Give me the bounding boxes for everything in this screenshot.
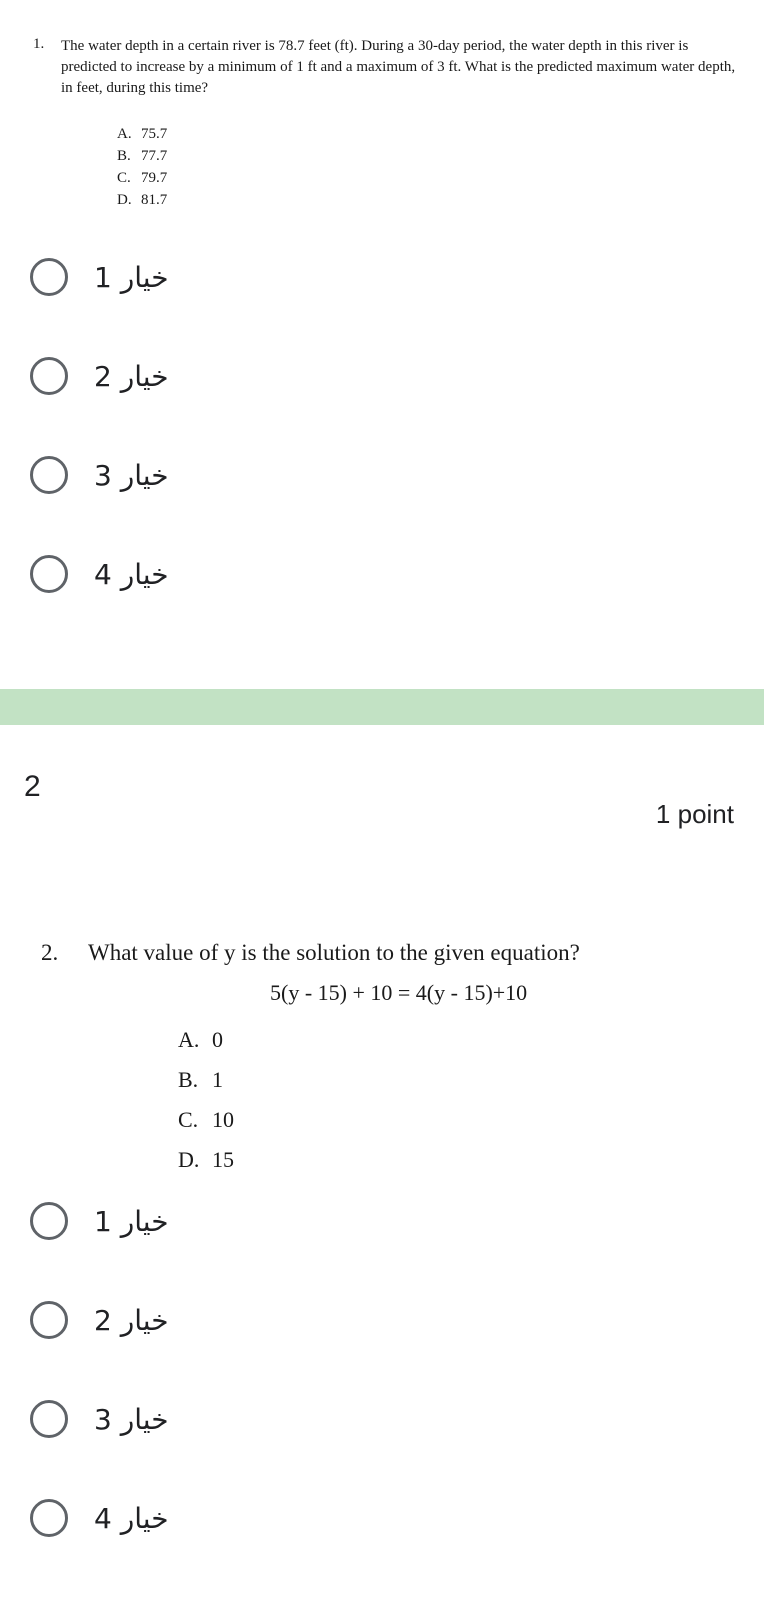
q2-option-3[interactable] xyxy=(30,1400,169,1438)
question-2-equation: 5(y - 15) + 10 = 4(y - 15)+10 xyxy=(270,980,528,1005)
option-label: خيار 4 xyxy=(94,1501,169,1535)
radio-button-icon[interactable] xyxy=(30,1202,68,1240)
choice-c: C. 79.7 xyxy=(117,170,168,186)
radio-button-icon[interactable] xyxy=(30,357,68,395)
radio-button-icon[interactable] xyxy=(30,1499,68,1537)
radio-button-icon[interactable] xyxy=(30,1400,68,1438)
radio-button-icon[interactable] xyxy=(30,258,68,296)
choice-d: D. 15 xyxy=(178,1147,234,1172)
radio-button-icon[interactable] xyxy=(30,1301,68,1339)
option-label: خيار 4 xyxy=(94,557,169,591)
question-2-choices xyxy=(178,1020,234,1180)
option-label: خيار 3 xyxy=(94,1402,169,1436)
q2-option-4[interactable] xyxy=(30,1499,169,1537)
option-label: خيار 1 xyxy=(94,1204,169,1238)
question-2-text: What value of y is the solution to the given equation? xyxy=(88,940,580,965)
option-label: خيار 2 xyxy=(94,1303,169,1337)
choice-a: A. 75.7 xyxy=(117,126,168,142)
radio-button-icon[interactable] xyxy=(30,555,68,593)
question-number: 2 xyxy=(24,770,41,803)
q2-option-1[interactable] xyxy=(30,1202,169,1240)
q2-option-2[interactable] xyxy=(30,1301,169,1339)
option-label: خيار 1 xyxy=(94,260,169,294)
q1-option-1[interactable] xyxy=(30,258,169,296)
choice-b: B. 77.7 xyxy=(117,148,168,164)
q1-option-2[interactable] xyxy=(30,357,169,395)
section-divider xyxy=(0,689,764,725)
question-1-number: 1. xyxy=(33,36,45,52)
option-label: خيار 2 xyxy=(94,359,169,393)
q1-option-3[interactable] xyxy=(30,456,169,494)
choice-d: D. 81.7 xyxy=(117,192,168,208)
question-2-image xyxy=(0,940,764,1170)
q1-option-4[interactable] xyxy=(30,555,169,593)
radio-button-icon[interactable] xyxy=(30,456,68,494)
question-1-text: The water depth in a certain river is 78.7 feet (ft). During a 30-day period, the water depth in this river is predicted to increase by a minimum of 1 ft and a maximum of 3 ft. What is the predicted maximum water depth, in feet, during this time? xyxy=(61,38,736,96)
question-1-image xyxy=(0,0,764,230)
question-1-choices xyxy=(117,123,167,211)
choice-a: A. 0 xyxy=(178,1027,223,1052)
option-label: خيار 3 xyxy=(94,458,169,492)
choice-b: B. 1 xyxy=(178,1067,223,1092)
question-2-number: 2. xyxy=(41,940,59,965)
question-points: 1 point xyxy=(655,799,734,829)
choice-c: C. 10 xyxy=(178,1107,234,1132)
